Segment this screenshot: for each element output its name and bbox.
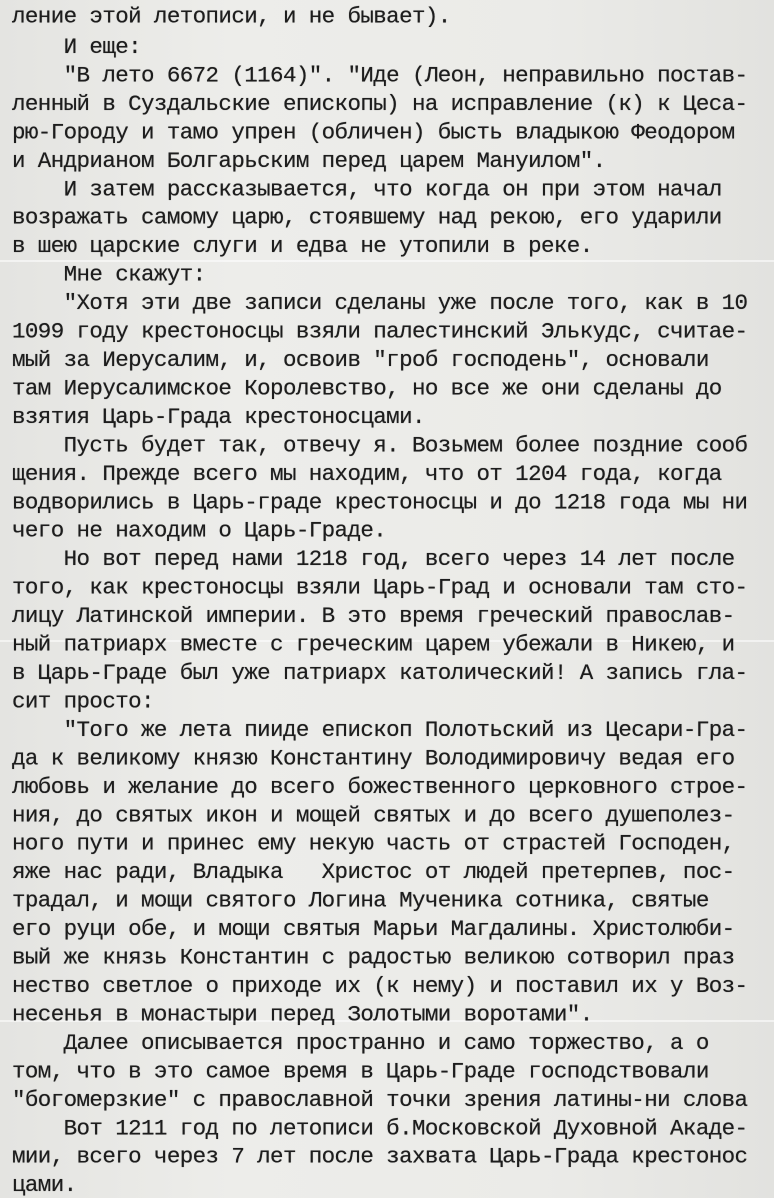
text-line: ния, до святых икон и мощей святых и до всего душеполез-	[12, 802, 735, 829]
text-line: мии, всего через 7 лет после захвата Царь-Града крестонос	[12, 1144, 748, 1170]
text-line: ление этой летописи, и не бывает).	[12, 3, 451, 30]
text-line: "богомерзкие" с православной точки зрения латины-ни слова	[12, 1087, 748, 1113]
text-line: возражать самому царю, стоявшему над рекою, его ударили	[12, 205, 722, 231]
text-line: лицу Латинской империи. В это время греческий православ-	[12, 603, 735, 629]
text-line: в Царь-Граде был уже патриарх католический! А запись гла-	[12, 660, 748, 686]
text-line: Пусть будет так, отвечу я. Возьмем более поздние сооб	[12, 432, 748, 459]
text-line: нество светлое о приходе их (к нему) и поставил их у Воз-	[12, 973, 748, 999]
text-line: его руци обе, и мощи святыя Марьи Магдалины. Христолюби-	[12, 916, 735, 942]
text-line: там Иерусалимское Королевство, но все же они сделаны до	[12, 375, 722, 402]
text-line: цами.	[12, 1172, 77, 1198]
text-line: ленный в Суздальские епископы) на исправление (к) к Цеса-	[12, 91, 748, 117]
text-line: 1099 году крестоносцы взяли палестинский Элькудс, считае-	[12, 318, 748, 345]
text-line: мый за Иерусалим, и, освоив "гроб господень", основали	[12, 347, 709, 373]
text-line: яже нас ради, Владыка Христос от людей претерпев, пос-	[12, 859, 735, 886]
text-line: том, что в это самое время в Царь-Граде господствовали	[12, 1058, 709, 1085]
text-line: И затем рассказывается, что когда он при этом начал	[12, 176, 722, 203]
text-line: щения. Прежде всего мы находим, что от 1204 года, когда	[12, 461, 722, 487]
text-line: Вот 1211 год по летописи б.Московской Духовной Акаде-	[12, 1115, 748, 1142]
text-line: в шею царские слуги и едва не утопили в реке.	[12, 233, 593, 260]
text-line: "Того же лета пииде епископ Полотьский из Цесари-Гра-	[12, 717, 748, 743]
text-line: Но вот перед нами 1218 год, всего через 14 лет после	[12, 546, 735, 573]
text-line: взятия Царь-Града крестоносцами.	[12, 404, 425, 430]
text-line: любовь и желание до всего божественного церковного строе-	[12, 774, 748, 800]
text-line: "В лето 6672 (1164)". "Иде (Леон, неправильно постав-	[12, 62, 748, 89]
text-line: чего не находим о Царь-Граде.	[12, 518, 387, 544]
text-line: ного пути и принес ему некую часть от страстей Господен,	[12, 831, 735, 857]
text-line: того, как крестоносцы взяли Царь-Град и основали там сто-	[12, 574, 748, 601]
text-line: вый же князь Константин с радостью великою сотворил праз	[12, 944, 735, 971]
text-line: традал, и мощи святого Логина Мученика сотника, святые	[12, 887, 709, 914]
text-line: рю-Городу и тамо упрен (обличен) бысть владыкою Феодором	[12, 119, 735, 146]
text-line: ный патриарх вместе с греческим царем убежали в Никею, и	[12, 631, 735, 658]
text-line: да к великому князю Константину Володимировичу ведая его	[12, 745, 735, 772]
text-line: несенья в монастыри перед Золотыми воротами".	[12, 1001, 593, 1028]
text-line: Мне скажут:	[12, 261, 206, 288]
text-line: Далее описывается пространно и само торжество, а о	[12, 1030, 709, 1056]
text-line: водворились в Царь-граде крестоносцы и до 1218 года мы ни	[12, 489, 748, 516]
text-line: и Андрианом Болгарьским перед царем Мануилом".	[12, 148, 606, 174]
text-line: сит просто:	[12, 688, 154, 715]
text-line: "Хотя эти две записи сделаны уже после того, как в 10	[12, 290, 748, 316]
text-line: И еще:	[12, 34, 142, 60]
